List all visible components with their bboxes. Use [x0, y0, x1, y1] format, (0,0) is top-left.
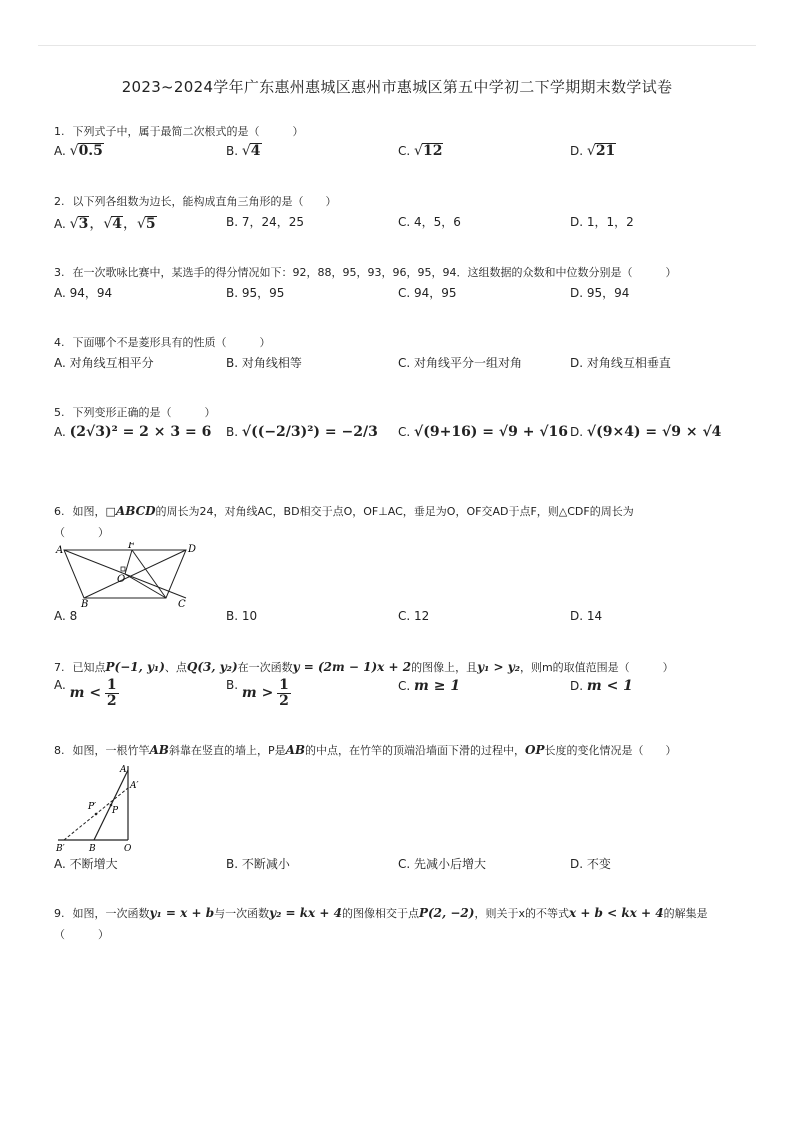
figure-bamboo-pole — [54, 760, 154, 855]
label-p: P — [112, 806, 119, 816]
option-a[interactable]: A. 94，94 — [54, 286, 113, 300]
question-9: 9. 如图，一次函数y₁ = x + b与一次函数y₂ = kx + 4的图像相交于点P(2, −2)，则关于x的不等式x + b < kx + 4的解集是 — [54, 906, 708, 920]
question-text: 下列式子中，属于最简二次根式的是（ ） — [72, 125, 304, 138]
question-1-options — [54, 143, 754, 165]
option-c[interactable]: C. 12 — [398, 609, 430, 623]
option-a[interactable]: A. m < $\frac{1}{2}$ — [54, 677, 117, 709]
segment-cf — [132, 550, 166, 598]
question-3: 3. 在一次歌咏比赛中，某选手的得分情况如下：92，88，95，93，96，95，94．这组数据的众数和中位数分别是（ ） — [54, 266, 677, 279]
label-o: O — [117, 574, 126, 585]
option-b[interactable]: B. m > $\frac{1}{2}$ — [226, 677, 289, 709]
question-3-options — [54, 284, 754, 306]
option-d[interactable]: D. 14 — [570, 609, 603, 623]
question-6-paren: （ ） — [54, 526, 109, 539]
option-a[interactable]: A. 8 — [54, 609, 78, 623]
segment-of — [125, 550, 132, 574]
question-7-options — [54, 678, 754, 718]
option-a[interactable]: A. 对角线互相平分 — [54, 356, 154, 370]
option-b[interactable]: B. √((−2/3)²) = −2/3 — [226, 424, 378, 440]
point-p2 — [95, 813, 98, 816]
option-a[interactable]: A. √0.5 — [54, 143, 103, 159]
option-b[interactable]: B. 对角线相等 — [226, 356, 302, 370]
option-c[interactable]: C. 先减小后增大 — [398, 857, 487, 871]
option-c[interactable]: C. 94，95 — [398, 286, 457, 300]
label-b: B — [89, 844, 96, 854]
question-7: 7. 已知点P(−1, y₁)、点Q(3, y₂)在一次函数y = (2m − 1)x + 2的图像上，且y₁ > y₂，则m的取值范围是（ ） — [54, 660, 674, 674]
question-text: 以下列各组数为边长，能构成直角三角形的是（ ） — [72, 195, 337, 208]
label-f: F — [128, 542, 135, 551]
diagonal-bd — [84, 550, 186, 598]
label-b: B — [81, 599, 89, 610]
label-d: D — [188, 544, 197, 555]
question-text: 下面哪个不是菱形具有的性质（ ） — [72, 336, 271, 349]
header-divider — [38, 45, 756, 46]
question-5: 5. 下列变形正确的是（ ） — [54, 406, 216, 419]
option-d[interactable]: D. √21 — [570, 143, 616, 159]
option-b[interactable]: B. √4 — [226, 143, 261, 159]
option-a[interactable]: A. (2√3)² = 2 × 3 = 6 — [54, 424, 212, 440]
question-text: 下列变形正确的是（ ） — [72, 406, 216, 419]
label-a: A — [120, 765, 127, 775]
option-a[interactable]: A. 不断增大 — [54, 857, 118, 871]
right-angle-mark — [121, 567, 125, 571]
option-d[interactable]: D. m < 1 — [570, 678, 633, 694]
option-b-math: √((−2/3)²) = −2/3 — [241, 424, 378, 440]
option-b[interactable]: B. 95，95 — [226, 286, 285, 300]
option-d[interactable]: D. 不变 — [570, 857, 611, 871]
option-c[interactable]: C. √12 — [398, 143, 443, 159]
question-number: 1. — [54, 125, 65, 138]
question-4: 4. 下面哪个不是菱形具有的性质（ ） — [54, 336, 271, 349]
option-b[interactable]: B. 不断减小 — [226, 857, 290, 871]
label-o: O — [124, 844, 132, 854]
segment-fc — [125, 574, 166, 598]
option-c-math: √(9+16) = √9 + √16 — [414, 424, 569, 440]
option-b[interactable]: B. 10 — [226, 609, 258, 623]
page-title: 2023~2024学年广东惠州惠城区惠州市惠城区第五中学初二下学期期末数学试卷 — [121, 78, 673, 96]
question-8-options — [54, 855, 754, 877]
option-c[interactable]: C. √(9+16) = √9 + √16 — [398, 424, 569, 440]
question-9-paren: （ ） — [54, 928, 109, 941]
label-a: A — [56, 545, 64, 556]
option-a-math: (2√3)² = 2 × 3 = 6 — [69, 424, 212, 440]
question-2: 2. 以下列各组数为边长，能构成直角三角形的是（ ） — [54, 195, 337, 208]
option-b[interactable]: B. 7，24，25 — [226, 215, 305, 229]
label-b2: B′ — [56, 844, 65, 854]
question-6: 6. 如图，□ABCD的周长为24，对角线AC，BD相交于点O，OF⊥AC，垂足为O，OF交AD于点F，则△CDF的周长为 — [54, 504, 634, 518]
question-4-options — [54, 354, 754, 376]
option-a[interactable]: A. √3，√4，√5 — [54, 216, 156, 232]
option-c[interactable]: C. 4，5，6 — [398, 215, 461, 229]
question-2-options — [54, 213, 754, 235]
question-text: 在一次歌咏比赛中，某选手的得分情况如下：92，88，95，93，96，95，94．这组数据的众数和中位数分别是（ ） — [72, 266, 677, 279]
label-a2: A′ — [130, 781, 139, 791]
label-p2: P′ — [88, 802, 97, 812]
option-d[interactable]: D. 对角线互相垂直 — [570, 356, 671, 370]
question-6-options — [54, 609, 754, 631]
question-1 — [54, 123, 304, 139]
option-c[interactable]: C. m ≥ 1 — [398, 678, 461, 694]
option-d-math: √(9×4) = √9 × √4 — [586, 424, 722, 440]
option-d[interactable]: D. √(9×4) = √9 × √4 — [570, 424, 722, 440]
label-c: C — [178, 599, 186, 610]
figure-parallelogram — [54, 542, 204, 610]
option-d[interactable]: D. 1，1，2 — [570, 215, 634, 229]
option-d[interactable]: D. 95，94 — [570, 286, 630, 300]
question-8: 8. 如图，一根竹竿AB斜靠在竖直的墙上，P是AB的中点，在竹竿的顶端沿墙面下滑的过程中，OP长度的变化情况是（ ） — [54, 743, 677, 757]
question-5-options — [54, 424, 754, 468]
option-c[interactable]: C. 对角线平分一组对角 — [398, 356, 523, 370]
